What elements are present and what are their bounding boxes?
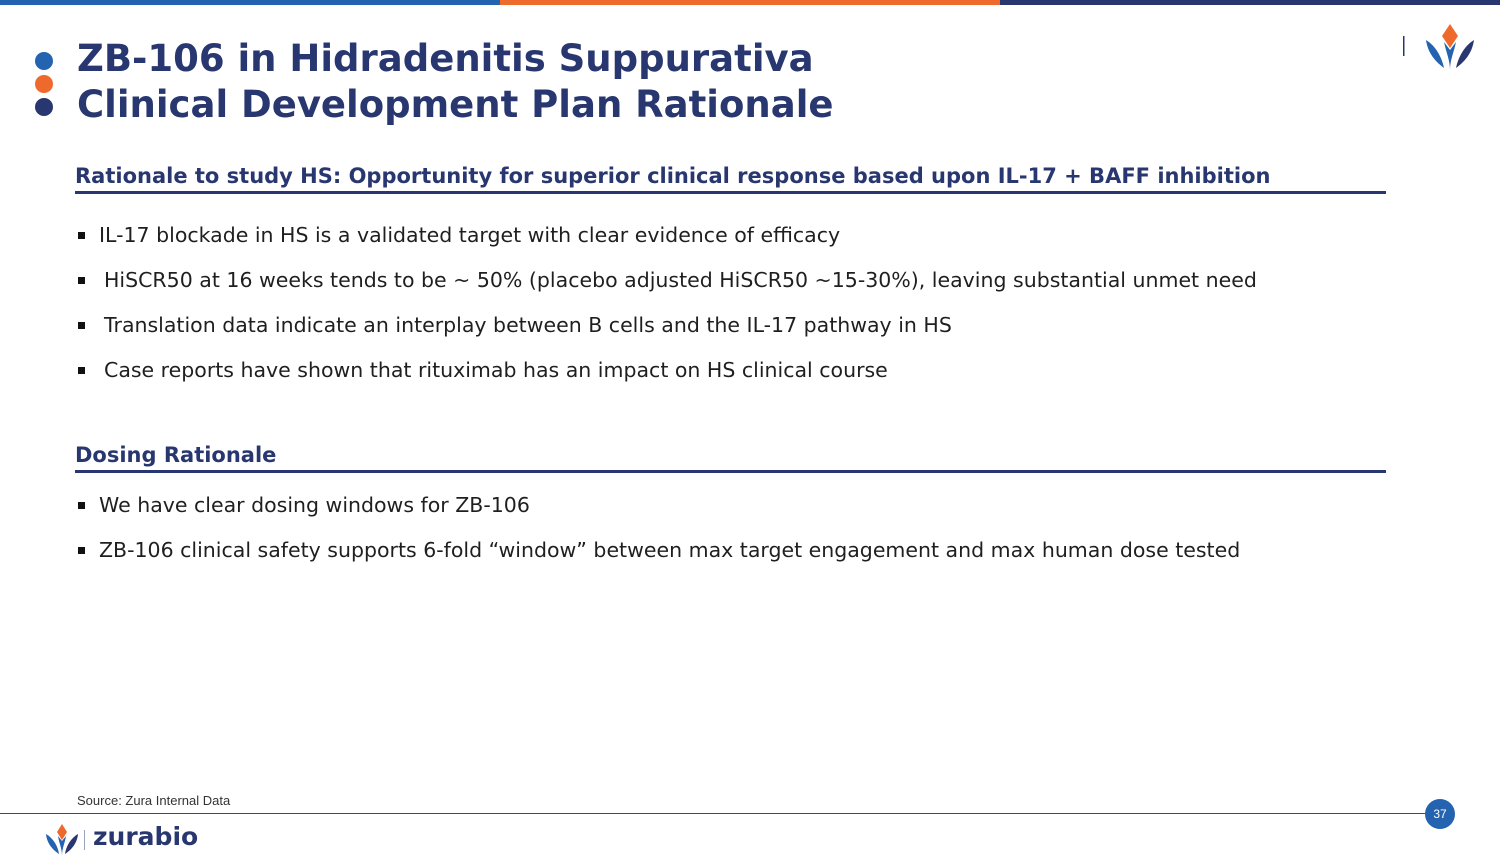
footer-logo-icon (44, 824, 80, 863)
rationale-bullet-list (78, 221, 1257, 401)
zurabio-logo-icon (1400, 18, 1480, 79)
top-color-bar (0, 0, 1500, 5)
list-item: Translation data indicate an interplay between B cells and the IL-17 pathway in HS (78, 311, 1257, 356)
list-item: Case reports have shown that rituximab has an impact on HS clinical course (78, 356, 1257, 401)
source-note: Source: Zura Internal Data (77, 793, 231, 808)
bullet-square-icon (78, 277, 85, 284)
list-item: HiSCR50 at 16 weeks tends to be ~ 50% (placebo adjusted HiSCR50 ~15-30%), leaving substantial unmet need (78, 266, 1257, 311)
list-item: IL-17 blockade in HS is a validated target with clear evidence of efficacy (78, 221, 1257, 266)
section-heading-dosing: Dosing Rationale (75, 443, 277, 467)
bullet-square-icon (78, 547, 85, 554)
dot-blue-icon (35, 52, 53, 70)
dot-orange-icon (35, 75, 53, 93)
list-item: ZB-106 clinical safety supports 6-fold “window” between max target engagement and max human dose tested (78, 536, 1240, 581)
bullet-square-icon (78, 367, 85, 374)
dosing-bullet-list (78, 491, 1240, 581)
bullet-square-icon (78, 322, 85, 329)
top-bar-blue (0, 0, 500, 5)
section-heading-rationale: Rationale to study HS: Opportunity for superior clinical response based upon IL-17 + BAFF inhibition (75, 164, 1271, 188)
title-dots (35, 52, 55, 121)
section-rule-dosing (75, 470, 1386, 473)
bullet-square-icon (78, 502, 85, 509)
footer-brand-name: zurabio (93, 822, 199, 851)
section-rule-rationale (75, 191, 1386, 194)
footer-divider (0, 813, 1425, 814)
top-bar-navy (1000, 0, 1500, 5)
list-item: We have clear dosing windows for ZB-106 (78, 491, 1240, 536)
footer-separator (84, 830, 85, 850)
title-line-1: ZB-106 in Hidradenitis Suppurativa (77, 37, 814, 80)
page-title (77, 36, 834, 128)
dot-navy-icon (35, 98, 53, 116)
top-bar-orange (500, 0, 1000, 5)
page-number-badge: 37 (1425, 799, 1455, 829)
bullet-square-icon (78, 232, 85, 239)
title-line-2: Clinical Development Plan Rationale (77, 83, 834, 126)
